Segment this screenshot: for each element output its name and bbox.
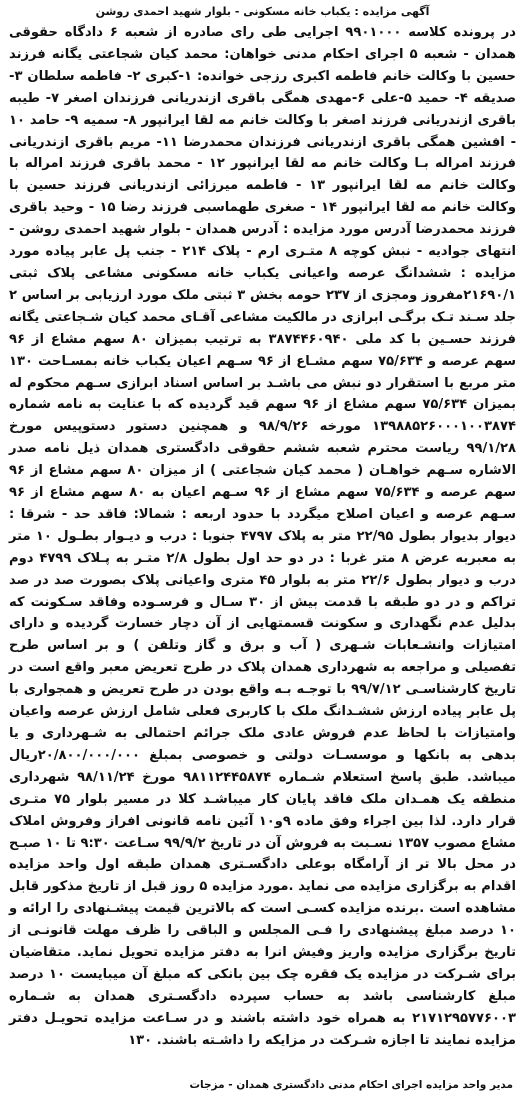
notice-signature: مدیر واحد مزایده اجرای احکام مدنی دادگستری همدان - مزجات [189,1079,513,1091]
notice-body: در پرونده کلاسه ۹۹۰۱۰۰۰ اجرایی طی رای صادره از شعبه ۶ دادگاه حقوقی همدان - شعبه ۵ اجرای احکام مدنی خواهان: محمد کیان شجاعتی یگانه فرزند حسین با وکالت خانم فاطمه اکبری رزجی خوانده: ۱-کبری ۲- فاطمه سلطان ۳-صدیقه ۴- حمید ۵-علی ۶-مهدی همگی باقری ازندریانی فرزندان اصغر ۷- طیبه باقری ازندریانی فرزند اصغر با وکالت خانم مه لقا ایرانپور ۸- سمیه ۹- حامد ۱۰ - افشین همگی باقری ازندریانی فرزندان محمدرضا ۱۱- مریم باقری ازندریانی فرزند امراله بـا وکالت خانم مه لقا ایرانپور ۱۲ - محمد باقری فرزند امراله با وکالت خانم مه لقا ایرانپور ۱۳ - فاطمه میرزائی ازندریانی فرزند حسین با وکالت خانم مه لقا ایرانپور ۱۴ - صغری طهماسبی فرزند رضا ۱۵ - وحید باقری فرزند محمدرضا آدرس مورد مزایده : آدرس همدان - بلوار شهید احمدی روشن - انتهای جوادیه - نبش کوچه ۸ متـری ارم - پلاک ۲۱۴ - جنب پل عابر پیاده مورد مزایده : ششدانگ عرصه واعیانی یکباب خانه مسکونی مشاعی پلاک ثبتی ۲۱۶۹۰/۱مفروز ومجزی از ۲۳۷ حومه بخش ۳ ثبتی ملک مورد ارزیابی بر اساس ۲ جلد سـند تـک برگـی ابرازی در مالکیت مشاعی آقـای محمد کیان شـجاعتی یگانه فرزند حسـین با کد ملی ۳۸۷۴۴۶۰۹۴۰ به ترتیب بمیزان ۸۰ سهم مشاع از ۹۶ سهم عرصه و ۷۵/۶۳۴ سهم مشـاع از ۹۶ سـهم اعیان یکباب خانه بمسـاحت ۱۳۰ متر مربع با استقرار دو نبش می باشـد بر اساس اسناد ابرازی سـهم محکوم له بمیزان ۷۵/۶۳۴ سهم مشاع از ۹۶ سهم قید گردیده که با عنایت به نامه شماره ۱۳۹۸۸۵۲۶۰۰۰۱۰۰۳۸۷۴ مورخه ۹۸/۹/۲۶ و همچنین دستور دستوپیس مورخ ۹۹/۱/۲۸ ریاست محترم شعبه ششم حقوقی دادگستری همدان ذیل نامه صدر الاشاره سـهم خواهـان ( محمد کیان شجاعتی ) از میزان ۸۰ سهم مشاع از ۹۶ سهم عرصه و ۷۵/۶۳۴ سهم مشاع از ۹۶ سـهم اعیان به ۸۰ سهم مشاع از ۹۶ سـهم عرصه و اعیان اصلاح میگردد با حدود اربعه : شمالا: فاقد حد - شرقا : دیوار بدیوار بطول ۲۲/۹۵ متر به پلاک ۴۷۹۷ جنوبا : درب و دیـوار بطـول ۱۰ متر به معبربه عرض ۸ متر غربا : در دو حد اول بطول ۲/۸ متـر به پـلاک ۴۷۹۹ دوم درب و دیوار بطول ۲۲/۶ متر به بلوار ۴۵ متری واعیانی پلاک بصورت صد در صد تراکم و در دو طبقه با قدمت بیش از ۳۰ سـال و فرسـوده وفاقد سـکونت که بدلیل عدم نگهداری و سکونت قسمتهایی از آن دچار خسارت گردیده و دارای امتیازات وانشـعابات شـهری ( آب و برق و گاز وتلفن ) و بر اساس طرح تفصیلی و مراجعه به شهرداری همدان پلاک در طرح تعریض معبر واقع است در تاریخ کارشناسـی ۹۹/۷/۱۲ با توجـه بـه واقع بودن در طرح تعریض و همجواری با پل عابر پیاده ارزش ششـدانگ ملک با کاربری فعلی شامل ارزش عرصه واعیان وامتیازات با لحاظ عدم فروش عادی ملک جرائم احتمالی به شـهرداری و یا بدهی به بانکها و موسسـات دولتی و خصوصی بمبلغ ۲۰/۸۰۰/۰۰۰/۰۰۰ریال میباشد. طبق پاسخ استعلام شـماره ۹۸۱۱۲۴۴۵۸۷۴ مورخ ۹۸/۱۱/۲۴ شهرداری منطقه یک همـدان ملک فاقد پایان کار میباشـد کلا در مسیر بلوار ۷۵ متـری قرار دارد. لذا بین اجراء وفق ماده ۹و۱۰ آئین نامه قانونی افراز وفروش املاک مشاع مصوب ۱۳۵۷ نسـبت به فروش آن در تاریخ ۹۹/۹/۲ سـاعت ۹:۳۰ تا ۱۰ صبـح در محل بالا تر از آرامگاه بوعلی دادگسـتری همدان طبقه اول واحد مزایده اقدام به برگزاری مزایده می نماید .مورد مزایده ۵ روز قبل از تاریخ مذکور قابل مشاهده است .برنده مزایده کسـی است که بالاترین قیمت پیشـنهادی را ارائه و ۱۰ درصد مبلغ پیشنهادی را فـی المجلس و الباقی را ظرف مهلت قانونـی از تاریخ برگزاری مزایده واریز وفیش انرا به دفتر مزایده تحویل نماید. متقاضیان برای شـرکت در مزایده یک فقره چک بین بانکی که مبلغ آن میبایست ۱۰ درصد مبلغ کارشناسی باشد به حساب سپرده دادگسـتری همدان به شـماره ۲۱۷۱۲۹۵۷۷۶۰۰۳ به همراه خود داشته باشند و در سـاعت مزایده تحویـل دفتر مزایده نمایند تا اجازه شـرکت در مزایکه را داشـته باشند. ۱۳۰ [9,25,517,1048]
notice-title: آگهی مزایده : یکباب خانه مسکونی - بلوار شهید احمدی روشن [95,5,430,18]
